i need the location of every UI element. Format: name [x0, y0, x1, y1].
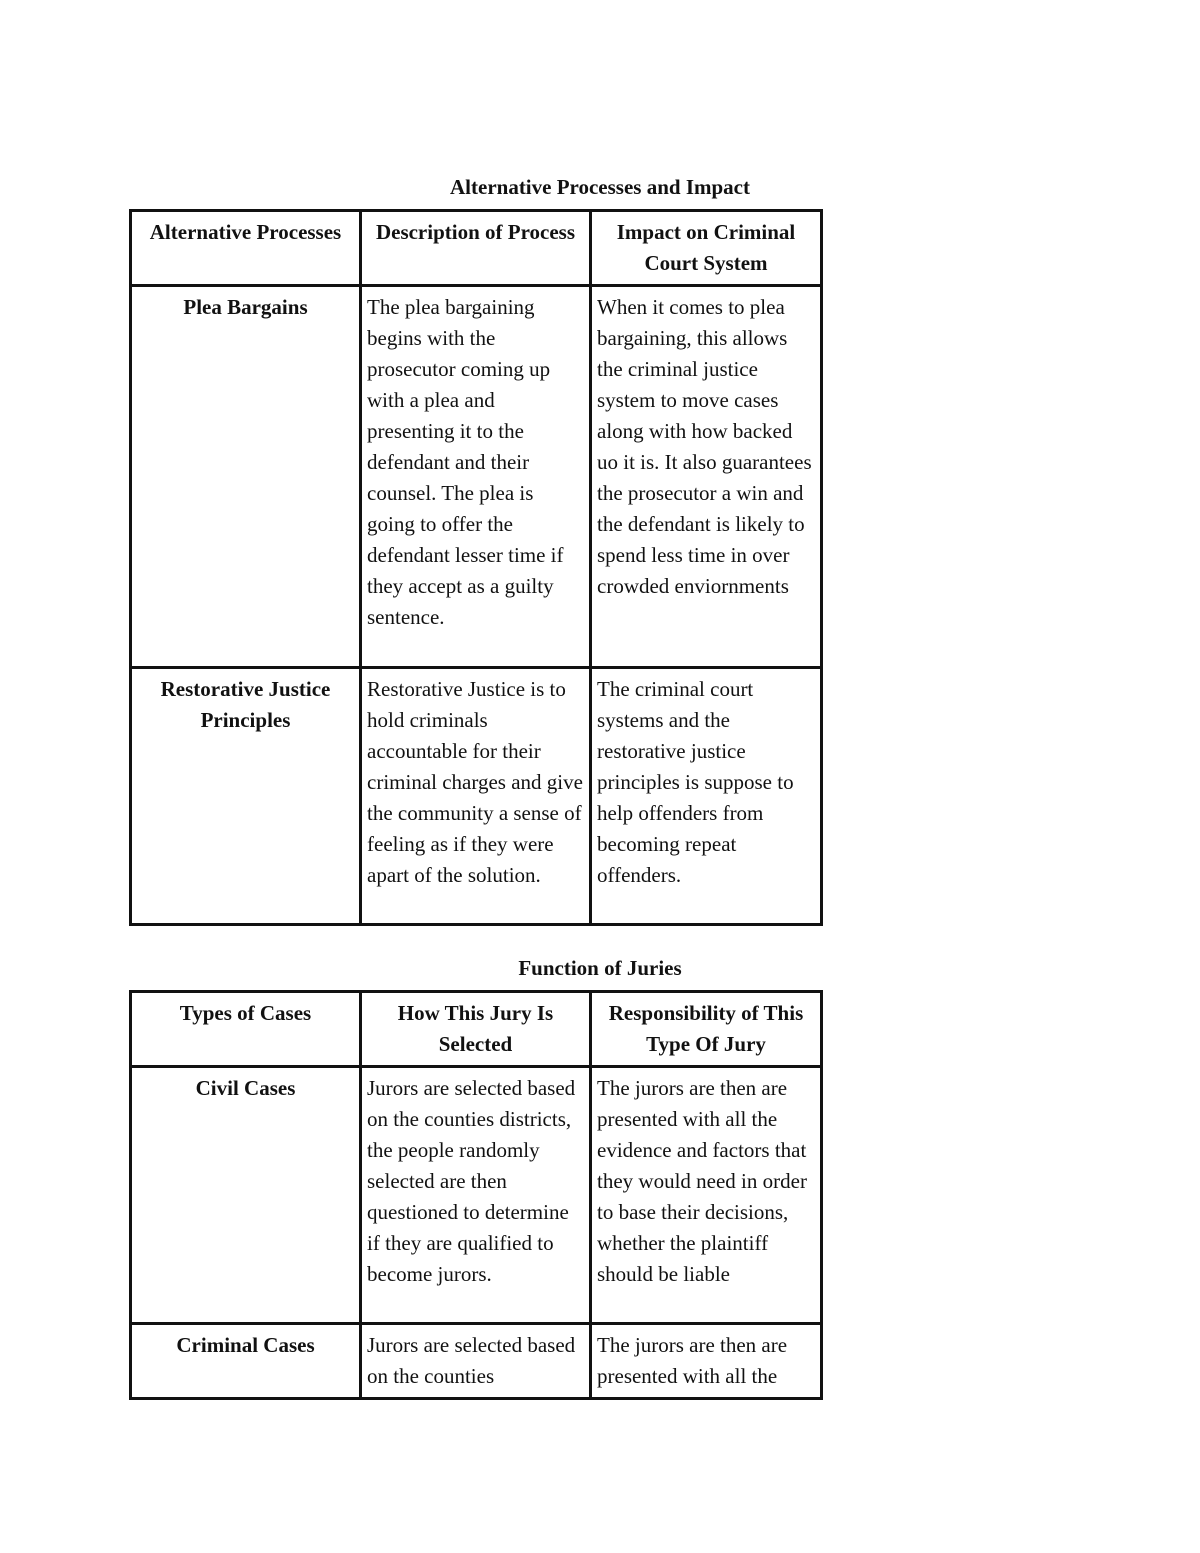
table-header-row [131, 992, 822, 1067]
table-row [131, 1067, 822, 1324]
cell-criminal-cases-responsibility: The jurors are then are presented with all the [591, 1324, 822, 1399]
cell-civil-cases-responsibility: The jurors are then are presented with all the evidence and factors that they would need in order to base their decisions, whether the plaintiff should be liable [591, 1067, 822, 1324]
cell-criminal-cases-selection: Jurors are selected based on the counties [361, 1324, 591, 1399]
column-header-description-of-process: Description of Process [361, 211, 591, 286]
cell-plea-bargains-description: The plea bargaining begins with the prosecutor coming up with a plea and presenting it to the defendant and their counsel. The plea is going to offer the defendant lesser time if they accept as a guilty sentence. [361, 286, 591, 668]
cell-restorative-justice-description: Restorative Justice is to hold criminals accountable for their criminal charges and give the community a sense of feeling as if they were apart of the solution. [361, 668, 591, 925]
function-of-juries-table [129, 990, 823, 1400]
column-header-jury-selection: How This Jury Is Selected [361, 992, 591, 1067]
row-label-criminal-cases: Criminal Cases [131, 1324, 361, 1399]
cell-plea-bargains-impact: When it comes to plea bargaining, this allows the criminal justice system to move cases along with how backed uo it is. It also guarantees the prosecutor a win and the defendant is likely to spend less time in over crowded enviornments [591, 286, 822, 668]
section-title-alternative-processes: Alternative Processes and Impact [450, 175, 750, 199]
alternative-processes-table [129, 209, 823, 926]
table-row [131, 668, 822, 925]
column-header-types-of-cases: Types of Cases [131, 992, 361, 1067]
table-row [131, 286, 822, 668]
cell-civil-cases-selection: Jurors are selected based on the counties districts, the people randomly selected are then questioned to determine if they are qualified to become jurors. [361, 1067, 591, 1324]
row-label-plea-bargains: Plea Bargains [131, 286, 361, 668]
table-header-row [131, 211, 822, 286]
row-label-restorative-justice: Restorative Justice Principles [131, 668, 361, 925]
column-header-impact-on-court-system: Impact on Criminal Court System [591, 211, 822, 286]
section-title-function-of-juries: Function of Juries [518, 956, 682, 980]
column-header-jury-responsibility: Responsibility of This Type Of Jury [591, 992, 822, 1067]
row-label-civil-cases: Civil Cases [131, 1067, 361, 1324]
column-header-alternative-processes: Alternative Processes [131, 211, 361, 286]
cell-restorative-justice-impact: The criminal court systems and the restorative justice principles is suppose to help offenders from becoming repeat offenders. [591, 668, 822, 925]
table-row [131, 1324, 822, 1399]
